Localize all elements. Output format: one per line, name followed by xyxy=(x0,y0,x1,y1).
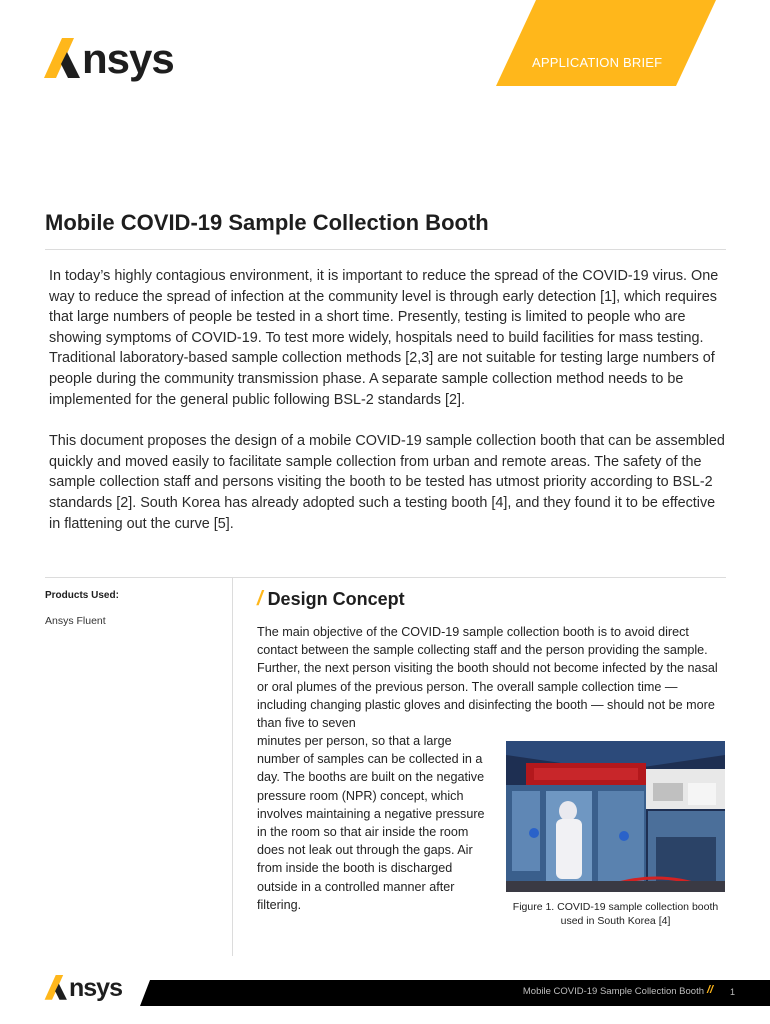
intro-paragraph-2: This document proposes the design of a mobile COVID-19 sample collection booth that can be assembled quickly and moved easily to facilitate sample collection from urban and remote areas. The safety of the sample collection staff and persons visiting the booth to be tested has utmost priority according to BSL-2 standards [2]. South Korea has already adopted such a testing booth [4], and they found it to be effective in flattening out the curve [5]. xyxy=(49,433,725,532)
intro-text xyxy=(49,266,725,555)
logo-text: nsys xyxy=(82,35,174,82)
footer-doc-title: Mobile COVID-19 Sample Collection Booth xyxy=(522,986,704,997)
products-used-label: Products Used: xyxy=(45,590,119,601)
section-body-wide: The main objective of the COVID-19 sample collection booth is to avoid direct contact between the sample collecting staff and the person providing the sample. Further, the next person visiting the booth should not become infected by the nasal or oral plumes of the previous person. The overall sample collection time — including changing plastic gloves and disinfecting the booth — should not be more than five to seven xyxy=(257,625,718,731)
figure-caption: Figure 1. COVID-19 sample collection booth used in South Korea [4] xyxy=(512,901,719,927)
section-slash: / xyxy=(257,588,263,610)
section-heading xyxy=(257,588,405,611)
page-number: 1 xyxy=(730,987,736,997)
footer-logo-mark-icon xyxy=(44,975,70,1001)
section-title: Design Concept xyxy=(267,589,405,609)
booth-photo-illustration xyxy=(506,741,725,892)
products-used-value: Ansys Fluent xyxy=(45,615,106,627)
brief-label: APPLICATION BRIEF xyxy=(532,55,663,70)
section-divider xyxy=(45,577,726,578)
ansys-logo-mark-icon xyxy=(44,38,84,80)
section-body-narrow: minutes per person, so that a large number of samples can be collected in a day. The booths are built on the negative pressure room (NPR) concept, which involves maintaining a negative pressure in the room so that air inside the room does not leak out through the gaps. Air from inside the booth is discharged outside in a controlled manner after filtering. xyxy=(257,734,485,912)
intro-paragraph-1: In today’s highly contagious environment, it is important to reduce the spread of the COVID-19 virus. One way to reduce the spread of infection at the community level is through early detection [1], which requires that large numbers of people be tested in a short time. Presently, testing is limited to people who are showing symptoms of COVID-19. To test more widely, hospitals need to build facilities for mass testing. Traditional laboratory-based sample collection methods [2,3] are not suitable for testing large numbers of people during the community transmission phase. A separate sample collection method needs to be implemented for the general public following BSL-2 standards [2]. xyxy=(49,268,719,408)
brief-banner xyxy=(496,0,716,86)
footer-ansys-logo xyxy=(44,975,122,1001)
title-divider xyxy=(45,249,726,250)
footer-logo-text: nsys xyxy=(69,974,122,1002)
booth-photo xyxy=(506,741,725,892)
page-title: Mobile COVID-19 Sample Collection Booth xyxy=(45,210,489,235)
column-divider xyxy=(232,578,233,956)
footer-slashes: // xyxy=(707,984,714,996)
ansys-logo xyxy=(44,35,174,82)
